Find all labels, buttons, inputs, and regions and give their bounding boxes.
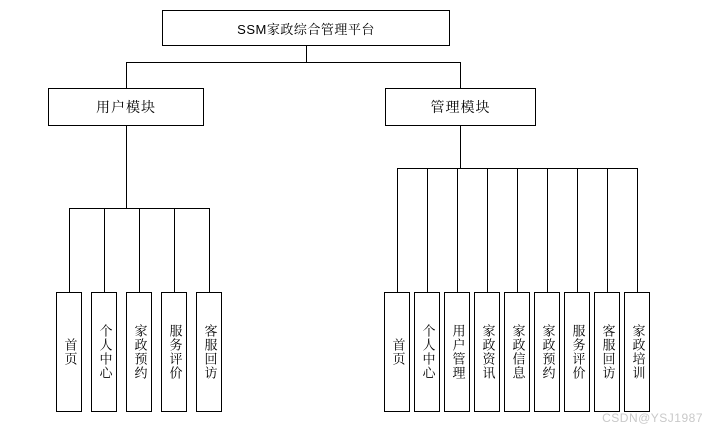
connector-admin-stem: [460, 126, 461, 168]
node-root-platform[interactable]: [162, 10, 450, 46]
leaf-user-home-label: 首页: [62, 338, 78, 366]
node-module-user-label: 用户模块: [96, 99, 156, 115]
leaf-admin-housekeeping-news-label: 家政资讯: [480, 324, 496, 380]
connector-user-leaf-3: [139, 208, 140, 292]
connector-admin-leaf-3: [457, 168, 458, 292]
leaf-user-home[interactable]: [56, 292, 82, 412]
connector-admin-leaf-5: [517, 168, 518, 292]
leaf-admin-home-label: 首页: [390, 338, 406, 366]
leaf-user-personal-center[interactable]: [91, 292, 117, 412]
node-module-user[interactable]: [48, 88, 204, 126]
leaf-user-customer-followup-label: 客服回访: [202, 324, 218, 380]
leaf-user-personal-center-label: 个人中心: [97, 324, 113, 380]
connector-admin-leaf-8: [607, 168, 608, 292]
leaf-admin-home[interactable]: [384, 292, 410, 412]
watermark: CSDN@YSJ1987: [602, 411, 703, 425]
leaf-user-housekeeping-booking[interactable]: [126, 292, 152, 412]
leaf-admin-service-review[interactable]: [564, 292, 590, 412]
leaf-user-housekeeping-booking-label: 家政预约: [132, 324, 148, 380]
connector-admin-leaf-7: [577, 168, 578, 292]
connector-admin-leaf-2: [427, 168, 428, 292]
leaf-admin-housekeeping-info-label: 家政信息: [510, 324, 526, 380]
connector-to-admin-module: [460, 62, 461, 88]
leaf-admin-personal-center[interactable]: [414, 292, 440, 412]
connector-user-leaf-4: [174, 208, 175, 292]
leaf-admin-personal-center-label: 个人中心: [420, 324, 436, 380]
connector-admin-leaf-9: [637, 168, 638, 292]
leaf-admin-housekeeping-booking-label: 家政预约: [540, 324, 556, 380]
node-module-admin-label: 管理模块: [430, 99, 491, 115]
node-root-label: SSM家政综合管理平台: [237, 21, 375, 37]
leaf-admin-user-management[interactable]: [444, 292, 470, 412]
leaf-admin-housekeeping-booking[interactable]: [534, 292, 560, 412]
node-module-admin[interactable]: [385, 88, 536, 126]
leaf-user-customer-followup[interactable]: [196, 292, 222, 412]
connector-user-leaf-1: [69, 208, 70, 292]
leaf-admin-service-review-label: 服务评价: [570, 324, 586, 380]
leaf-user-service-review[interactable]: [161, 292, 187, 412]
connector-user-leaf-2: [104, 208, 105, 292]
leaf-admin-customer-followup[interactable]: [594, 292, 620, 412]
leaf-admin-user-management-label: 用户管理: [450, 324, 466, 380]
leaf-user-service-review-label: 服务评价: [167, 324, 183, 380]
leaf-admin-housekeeping-info[interactable]: [504, 292, 530, 412]
leaf-admin-housekeeping-news[interactable]: [474, 292, 500, 412]
connector-admin-leaf-1: [397, 168, 398, 292]
connector-user-leaf-5: [209, 208, 210, 292]
leaf-admin-customer-followup-label: 客服回访: [600, 324, 616, 380]
connector-user-stem: [126, 126, 127, 208]
leaf-admin-housekeeping-training-label: 家政培训: [630, 324, 646, 380]
connector-root-stem: [306, 46, 307, 62]
connector-to-user-module: [126, 62, 127, 88]
connector-admin-leaf-4: [487, 168, 488, 292]
connector-admin-leaf-6: [547, 168, 548, 292]
connector-root-bus: [126, 62, 461, 63]
leaf-admin-housekeeping-training[interactable]: [624, 292, 650, 412]
